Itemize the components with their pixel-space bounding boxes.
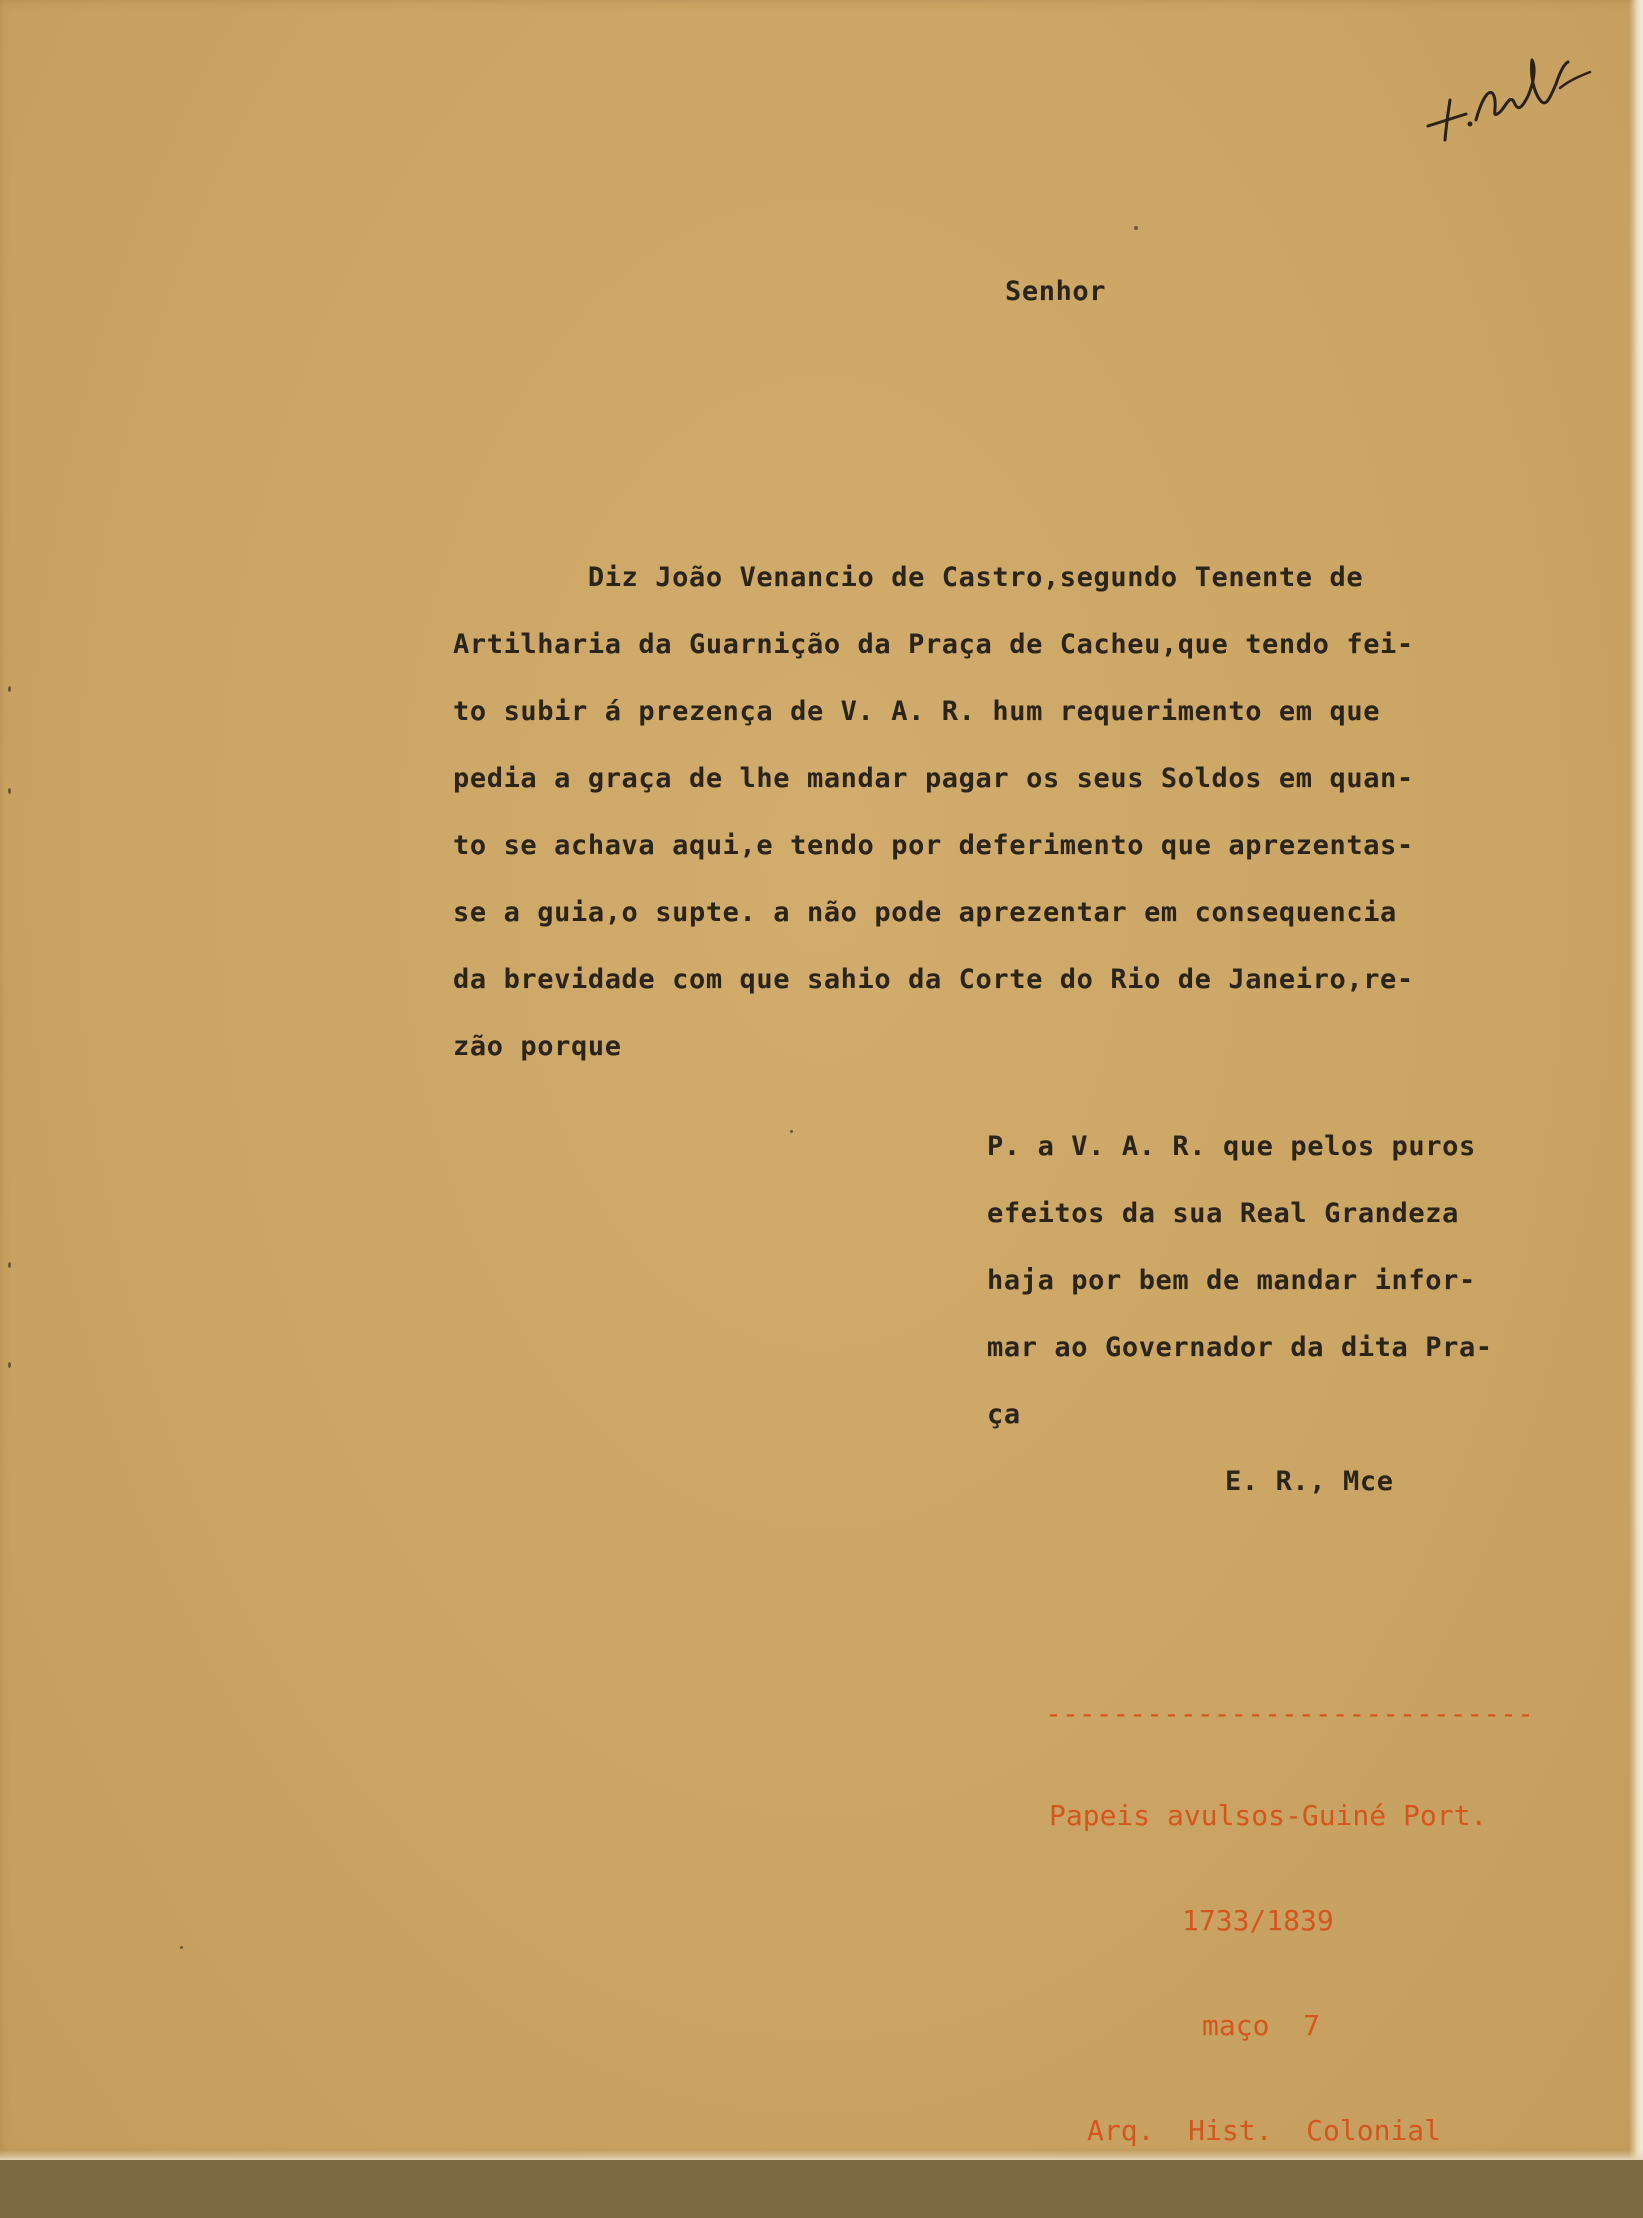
- archive-stamp: [1045, 1630, 1605, 2218]
- petition-line: pedia a graça de lhe mandar pagar os seus Soldos em quan-: [453, 763, 1414, 794]
- stamp-line: Papeis avulsos-Guiné Port.: [1049, 1799, 1488, 1832]
- signoff: E. R., Mce: [1225, 1466, 1394, 1497]
- stamp-line: 1733/1839: [1182, 1904, 1334, 1937]
- petition-line: zão porque: [453, 1031, 622, 1062]
- paper-speck: [1134, 226, 1138, 230]
- closing-line: haja por bem de mandar infor-: [987, 1265, 1476, 1296]
- paper-speck: [8, 1362, 11, 1368]
- closing-line: efeitos da sua Real Grandeza: [987, 1198, 1459, 1229]
- stamp-rule: -----------------------------: [1045, 1697, 1534, 1730]
- petition-line: Diz João Venancio de Castro,segundo Tenente de: [453, 562, 1364, 593]
- petition-line: to se achava aqui,e tendo por deferimento que aprezentas-: [453, 830, 1414, 861]
- paper-edge-bottom: [0, 2150, 1643, 2160]
- closing-request: [987, 1113, 1493, 1448]
- petition-line: Artilharia da Guarnição da Praça de Cacheu,que tendo fei-: [453, 629, 1414, 660]
- paper-speck: [790, 1130, 793, 1133]
- salutation: Senhor: [1005, 276, 1107, 307]
- paper-speck: [8, 788, 11, 794]
- handwritten-signature: [1410, 28, 1600, 148]
- paper-speck: [8, 686, 11, 692]
- petition-body: [453, 544, 1414, 1080]
- stamp-line: Arq. Hist. Colonial: [1087, 2114, 1442, 2147]
- petition-line: to subir á prezença de V. A. R. hum requerimento em que: [453, 696, 1381, 727]
- petition-line: da brevidade com que sahio da Corte do Rio de Janeiro,re-: [453, 964, 1414, 995]
- paper-edge-right: [1629, 0, 1643, 2160]
- paper-speck: [180, 1946, 183, 1949]
- closing-line: ça: [987, 1399, 1021, 1430]
- closing-line: mar ao Governador da dita Pra-: [987, 1332, 1493, 1363]
- closing-line: P. a V. A. R. que pelos puros: [987, 1131, 1476, 1162]
- stamp-line: maço 7: [1202, 2009, 1321, 2042]
- paper-speck: [8, 1262, 11, 1268]
- petition-line: se a guia,o supte. a não pode aprezentar em consequencia: [453, 897, 1397, 928]
